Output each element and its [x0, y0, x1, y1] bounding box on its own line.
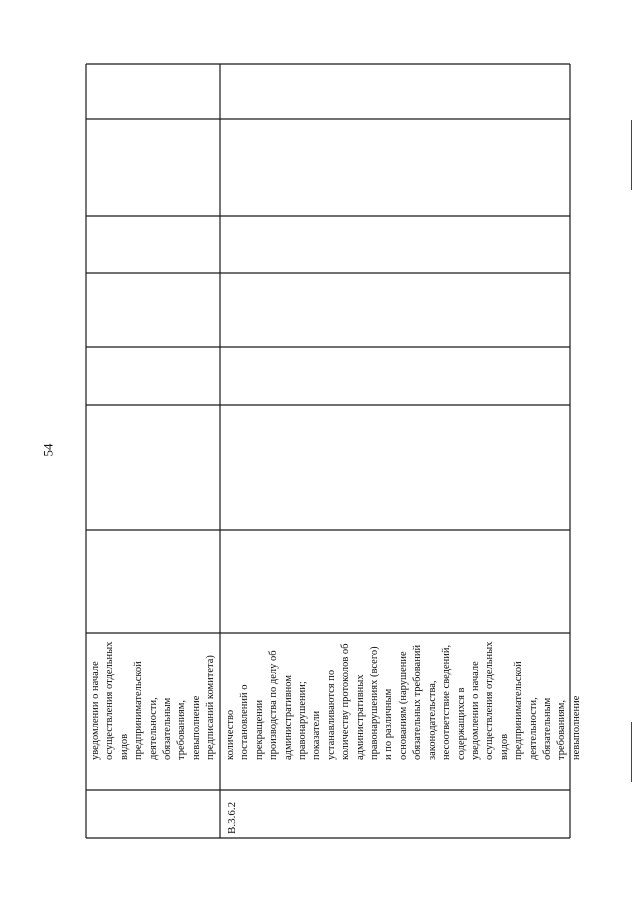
text-line: требованиям,	[556, 699, 568, 760]
text-line: показатели	[311, 710, 323, 760]
text-line: правонарушениях (всего)	[369, 646, 381, 760]
text-line: административном	[282, 675, 294, 760]
text-line: невыполнение	[190, 695, 202, 760]
text-line: устанавливаются по	[325, 669, 337, 760]
text-line: осуществления отдельных	[484, 641, 496, 760]
text-line: осуществления отдельных	[104, 641, 116, 760]
indicator-code	[225, 802, 239, 834]
text-line: постановлений о	[239, 684, 251, 760]
text-line: прекращении	[253, 699, 265, 760]
text-line: предпринимательской	[133, 661, 145, 760]
text-line: обязательным	[162, 697, 174, 760]
text-line: уведомлении о начале	[469, 661, 481, 760]
text-line: предписаний комитета)	[205, 655, 217, 760]
text-line: количество	[225, 709, 236, 760]
indicator-text-continued	[89, 642, 219, 760]
text-line: административных	[354, 674, 366, 760]
text-line: уведомлении о начале	[90, 661, 101, 760]
page-number: 54	[40, 443, 56, 457]
text-line: требованиям,	[176, 699, 188, 760]
text-line: видов	[498, 733, 510, 760]
text-line: обязательных требований	[412, 644, 424, 760]
text-line: обязательным	[541, 697, 553, 760]
text-line: невыполнение	[570, 695, 582, 760]
text-line: содержащихся в	[455, 687, 467, 760]
text-line: основаниям (нарушение	[397, 651, 409, 760]
text-line: и по различным	[383, 688, 395, 760]
text-line: деятельности,	[147, 697, 159, 760]
text-line: законодательства,	[426, 680, 438, 760]
text-line: несоответствие сведений,	[441, 644, 453, 760]
text-line: количеству протоколов об	[340, 643, 352, 760]
text-line: деятельности,	[527, 697, 539, 760]
text-line: производства по делу об	[268, 650, 280, 760]
text-line: предпринимательской	[513, 661, 525, 760]
indicator-text-b362	[224, 642, 584, 760]
text-line: правонарушении;	[297, 681, 309, 760]
text-line: видов	[118, 733, 130, 760]
code-text: В.3.6.2	[226, 801, 238, 834]
